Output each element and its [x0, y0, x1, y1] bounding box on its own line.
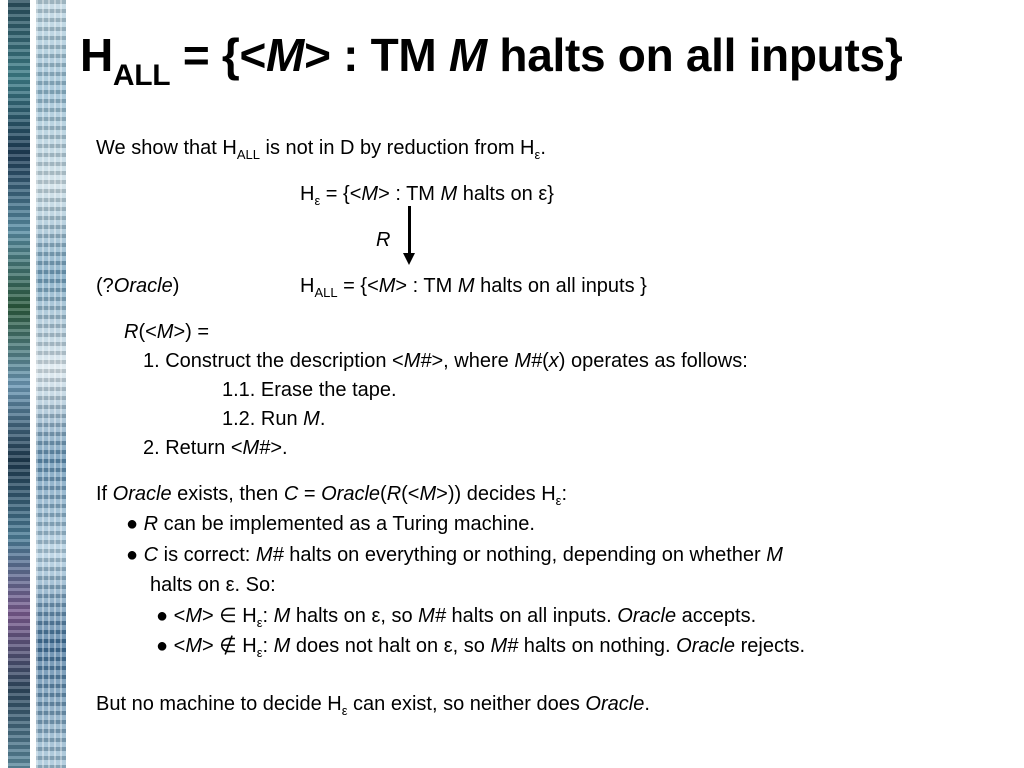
if-oracle-line: If Oracle exists, then C = Oracle(R(<M>)) decides $H_\varepsilon$:	[96, 483, 568, 508]
conclusion-line: But no machine to decide $H_\varepsilon$ can exist, so neither does Oracle.	[96, 693, 650, 718]
bullet-icon: ●	[156, 605, 169, 627]
step-2: 2. Return <M#>.	[143, 437, 288, 459]
step-1-2: 1.2. Run M.	[222, 408, 326, 430]
bullet-icon: ●	[156, 635, 169, 657]
bullet-icon: ●	[126, 513, 139, 535]
bullet-1: ● R can be implemented as a Turing machine.	[126, 513, 535, 535]
bullet-icon: ●	[126, 544, 139, 566]
reduction-label: R	[376, 229, 391, 251]
bullet-2-continuation: halts on ε. So:	[150, 574, 276, 596]
h-eps-definition: $H_\varepsilon = \{<M>$ : TM M halts on ε}	[300, 183, 554, 208]
reduction-definition: R(<M>) =	[124, 321, 210, 343]
intro-line: We show that $H_{ALL}$ is not in D by reduction from $H_\varepsilon$.	[96, 137, 546, 162]
bullet-2: ● C is correct: M# halts on everything or nothing, depending on whether M	[126, 544, 783, 566]
sub-bullet-2: ● <M> ∉ $H_\varepsilon$: M does not halt on ε, so M# halts on nothing. Oracle rejects.	[156, 635, 806, 660]
slide-title: $H_{ALL} = \{<M>$ : TM M halts on all inputs}	[80, 29, 903, 92]
decorative-strip-left	[8, 0, 30, 768]
reduction-arrow-icon	[403, 253, 415, 265]
sub-bullet-1: ● <M> ∈ $H_\varepsilon$: M halts on ε, so M# halts on all inputs. Oracle accepts.	[156, 605, 757, 630]
reduction-arrow-shaft	[408, 206, 411, 254]
h-all-definition: $H_{ALL} = \{<M>$ : TM M halts on all inputs }	[300, 275, 647, 300]
step-1-1: 1.1. Erase the tape.	[222, 379, 397, 401]
oracle-label: (?Oracle)	[96, 275, 180, 297]
step-1: 1. Construct the description <M#>, where M#(x) operates as follows:	[143, 350, 748, 372]
decorative-strip-right	[36, 0, 66, 768]
